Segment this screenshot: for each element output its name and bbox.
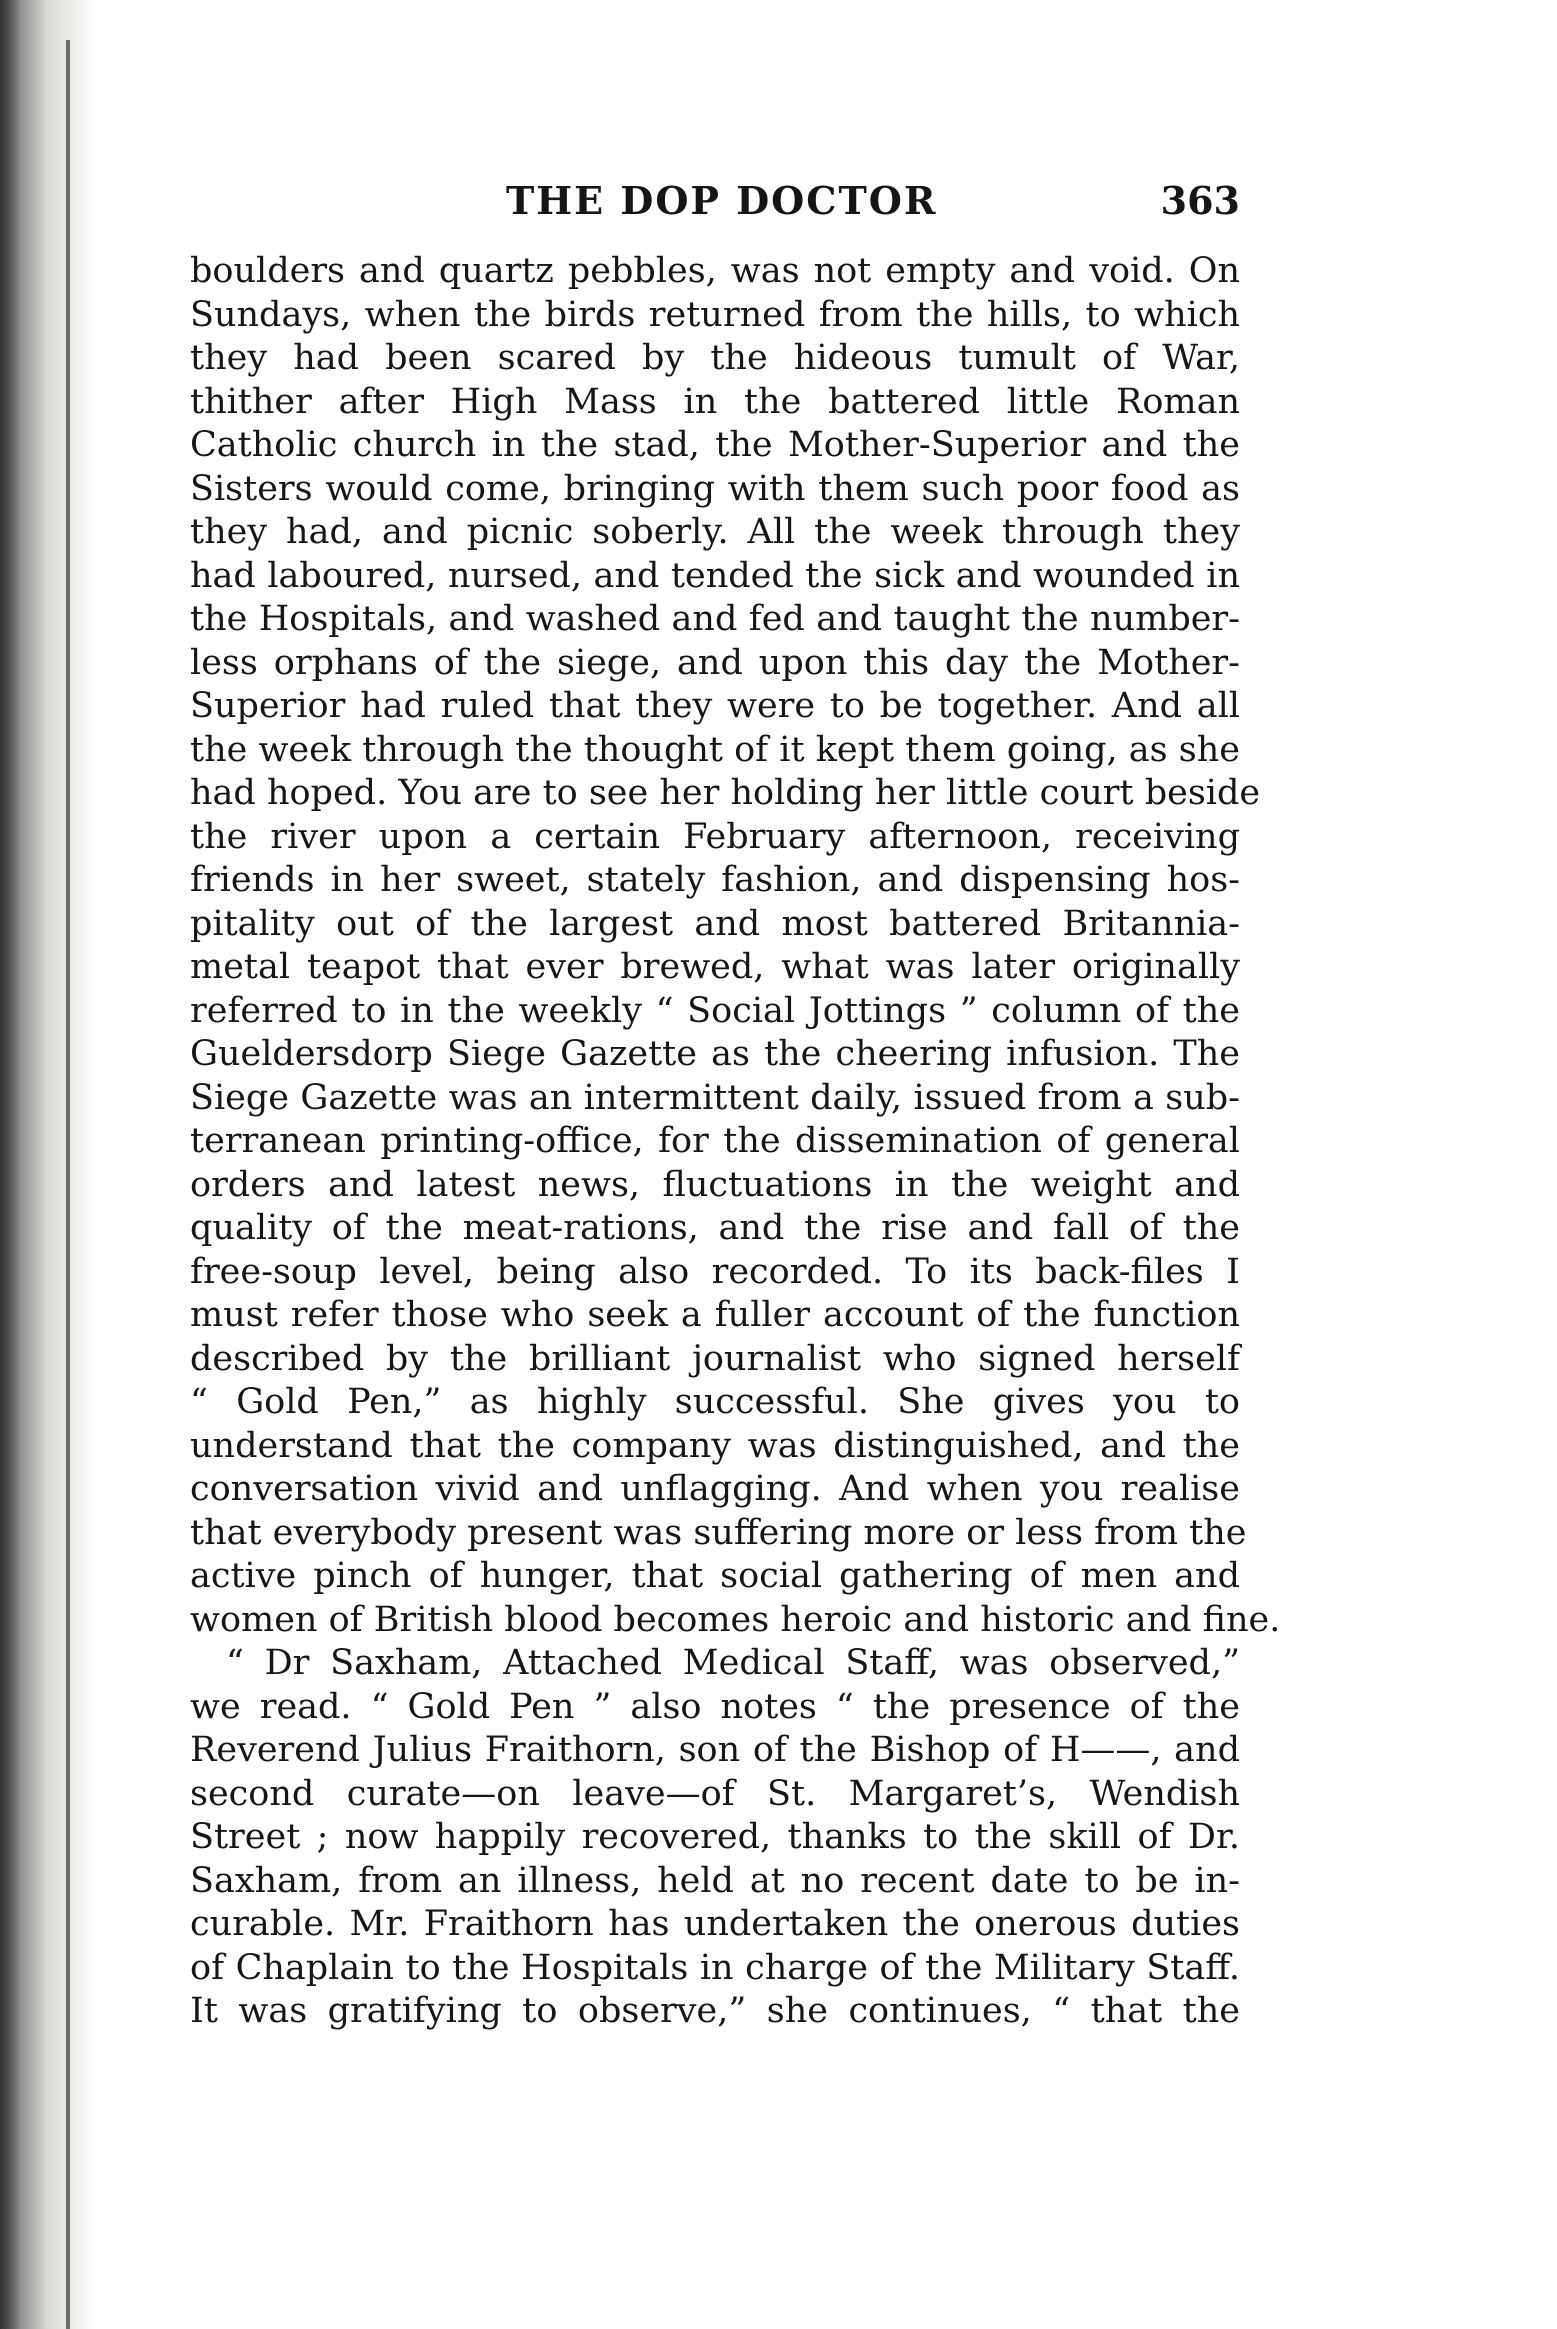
text-line: conversation vivid and unflagging. And when you realise bbox=[190, 1469, 1240, 1509]
text-line: second curate—on leave—of St. Margaret’s, Wendish bbox=[190, 1773, 1240, 1814]
text-line: Gueldersdorp Siege Gazette as the cheering infusion. The bbox=[190, 1034, 1240, 1074]
text-line: “ Gold Pen,” as highly successful. She gives you to bbox=[190, 1382, 1240, 1422]
text-line: free-soup level, being also recorded. To its back-files I bbox=[190, 1251, 1240, 1292]
text-line: pitality out of the largest and most battered Britannia- bbox=[190, 903, 1240, 944]
text-line: Sundays, when the birds returned from the hills, to which bbox=[190, 294, 1240, 335]
text-line: Superior had ruled that they were to be together. And all bbox=[190, 686, 1240, 726]
text-line: must refer those who seek a fuller account of the function bbox=[190, 1295, 1240, 1335]
text-line: metal teapot that ever brewed, what was later originally bbox=[190, 947, 1240, 987]
text-line: Reverend Julius Fraithorn, son of the Bishop of H——, and bbox=[190, 1730, 1240, 1770]
text-line: thither after High Mass in the battered little Roman bbox=[190, 381, 1240, 422]
text-line: boulders and quartz pebbles, was not empty and void. On bbox=[190, 251, 1240, 291]
text-line: had laboured, nursed, and tended the sick and wounded in bbox=[190, 555, 1240, 596]
text-line: they had been scared by the hideous tumult of War, bbox=[190, 338, 1240, 378]
text-line: It was gratifying to observe,” she continues, “ that the bbox=[190, 1991, 1240, 2031]
text-line: “ Dr Saxham, Attached Medical Staff, was observed,” bbox=[226, 1643, 1240, 1683]
text-line: terranean printing-office, for the dissemination of general bbox=[190, 1121, 1240, 1161]
text-line: active pinch of hunger, that social gathering of men and bbox=[190, 1556, 1240, 1596]
text-line: less orphans of the siege, and upon this day the Mother- bbox=[190, 642, 1240, 683]
body-text bbox=[190, 250, 1281, 2034]
text-line: understand that the company was distinguished, and the bbox=[190, 1425, 1240, 1466]
text-line: the river upon a certain February afternoon, receiving bbox=[190, 816, 1240, 857]
text-line: friends in her sweet, stately fashion, and dispensing hos- bbox=[190, 860, 1240, 900]
text-line: they had, and picnic soberly. All the week through they bbox=[190, 512, 1240, 552]
text-line: we read. “ Gold Pen ” also notes “ the presence of the bbox=[190, 1686, 1240, 1727]
text-line: Street ; now happily recovered, thanks to the skill of Dr. bbox=[190, 1817, 1240, 1857]
text-line: referred to in the weekly “ Social Jottings ” column of the bbox=[190, 990, 1240, 1031]
text-line: curable. Mr. Fraithorn has undertaken the onerous duties bbox=[190, 1904, 1240, 1944]
text-line: Catholic church in the stad, the Mother-Superior and the bbox=[190, 425, 1240, 465]
text-line: orders and latest news, fluctuations in the weight and bbox=[190, 1164, 1240, 1205]
page-gutter-edge bbox=[66, 40, 70, 2329]
text-line: the Hospitals, and washed and fed and taught the number- bbox=[190, 599, 1240, 639]
text-line: Saxham, from an illness, held at no recent date to be in- bbox=[190, 1860, 1240, 1901]
text-line: women of British blood becomes heroic and historic and fine. bbox=[190, 1599, 1281, 1640]
text-line: the week through the thought of it kept them going, as she bbox=[190, 729, 1240, 770]
page-binding-shadow bbox=[0, 0, 95, 2329]
text-line: had hoped. You are to see her holding her little court beside bbox=[190, 773, 1261, 813]
page-number: 363 bbox=[1160, 178, 1240, 223]
running-title: THE DOP DOCTOR bbox=[506, 178, 938, 223]
text-line: of Chaplain to the Hospitals in charge of the Military Staff. bbox=[190, 1947, 1240, 1988]
text-line: quality of the meat-rations, and the rise and fall of the bbox=[190, 1208, 1240, 1248]
text-line: that everybody present was suffering more or less from the bbox=[190, 1512, 1247, 1553]
page-header bbox=[190, 178, 1240, 238]
text-line: Sisters would come, bringing with them such poor food as bbox=[190, 468, 1240, 509]
text-line: described by the brilliant journalist who signed herself bbox=[190, 1338, 1240, 1379]
text-line: Siege Gazette was an intermittent daily, issued from a sub- bbox=[190, 1077, 1240, 1118]
